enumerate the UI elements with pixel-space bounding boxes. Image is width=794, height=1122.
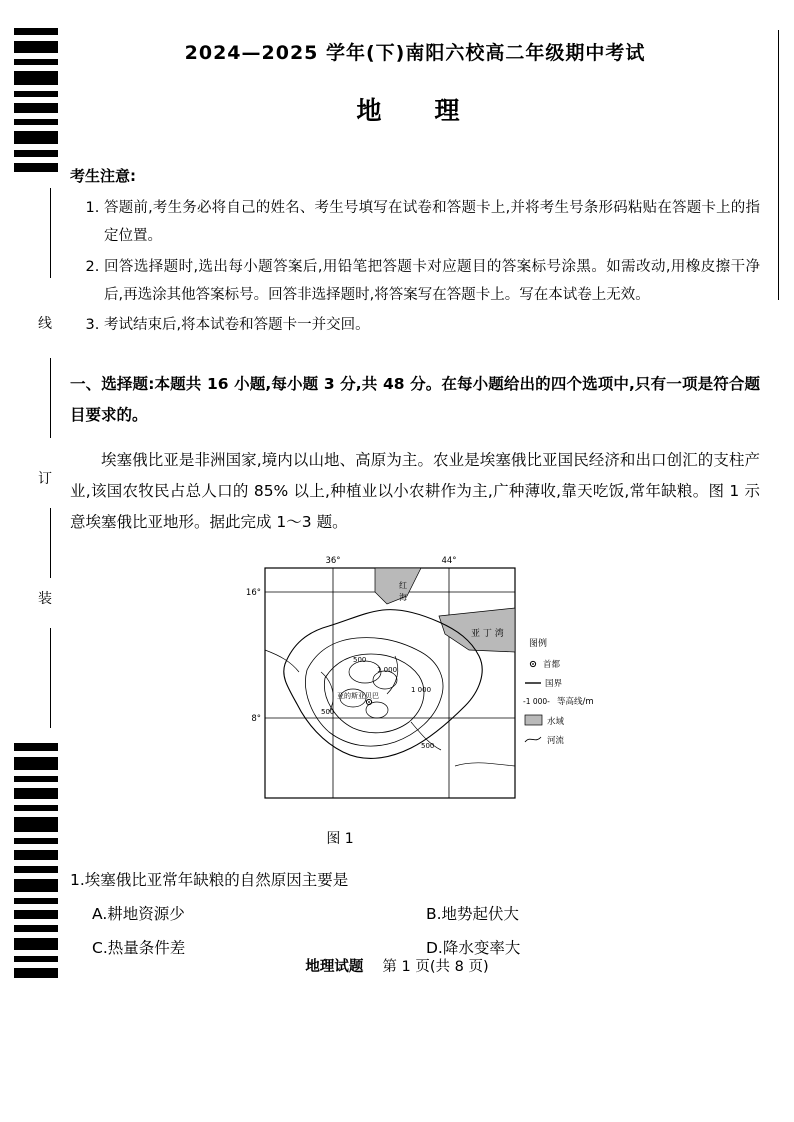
footer-label: 地理试题 <box>305 959 364 975</box>
contour-label-1000-b: 1 000 <box>411 686 432 695</box>
contour-label-500-b: 500 <box>321 708 335 717</box>
legend-label-border: 国界 <box>545 679 563 690</box>
label-gulf-of-aden: 亚 丁 湾 <box>471 629 504 640</box>
right-margin-rule <box>778 30 779 300</box>
side-label-ding: 订 <box>38 471 54 487</box>
binding-rule-mid2 <box>50 508 51 578</box>
contour-label-500-c: 500 <box>421 742 435 751</box>
side-label-xian: 线 <box>38 316 54 332</box>
lon-label-44: 44° <box>441 556 457 567</box>
legend-water-icon <box>525 715 542 725</box>
notice-list <box>70 194 760 339</box>
question-1-options <box>70 902 760 958</box>
subject-title: 地 理 <box>356 96 474 125</box>
page-footer <box>0 955 794 976</box>
legend-river-icon <box>525 737 541 742</box>
binding-rule-mid1 <box>50 358 51 438</box>
contour-label-500-a: 500 <box>353 656 367 665</box>
notice-heading: 考生注意: <box>70 167 136 185</box>
option-c[interactable]: C.热量条件差 <box>92 938 186 957</box>
binding-rule-lower <box>50 628 51 728</box>
section-heading: 一、选择题:本题共 16 小题,每小题 3 分,共 48 分。在每小题给出的四个选项中,只有一项是符合题目要求的。 <box>70 375 760 425</box>
option-a[interactable]: A.耕地资源少 <box>92 904 185 923</box>
side-label-zhuang: 装 <box>38 591 54 607</box>
option-d[interactable]: D.降水变率大 <box>426 938 521 957</box>
legend-contour-icon: -1 000- <box>523 697 550 707</box>
legend-label-water: 水域 <box>547 717 565 728</box>
figure-caption: 图 1 <box>326 831 354 848</box>
ethiopia-map-svg <box>225 552 605 822</box>
notice-item: 3. 考试结束后,将本试卷和答题卡一并交回。 <box>104 311 760 339</box>
question-1-number: 1. <box>70 871 85 890</box>
option-b[interactable]: B.地势起伏大 <box>426 904 520 923</box>
binding-strip <box>14 28 58 1028</box>
page-title: 2024—2025 学年(下)南阳六校高二年级期中考试 <box>184 42 646 64</box>
binding-rule-upper <box>50 188 51 278</box>
exam-page <box>70 30 760 958</box>
question-1 <box>70 866 760 895</box>
capital-dot <box>368 701 370 703</box>
passage-text: 埃塞俄比亚是非洲国家,境内以山地、高原为主。农业是埃塞俄比亚国民经济和出口创汇的支柱产业,该国农牧民占总人口的 85% 以上,种植业以小农耕作为主,广种薄收,靠天吃饭,常年缺粮。图 1 示意埃塞俄比亚地形。据此完成 1～3 题。 <box>70 451 760 532</box>
lat-label-16: 16° <box>245 588 261 599</box>
legend-label-contour: 等高线/m <box>557 697 594 708</box>
lon-label-36: 36° <box>325 556 341 567</box>
legend-title: 图例 <box>529 639 548 650</box>
barcode-bottom <box>14 743 58 984</box>
legend-capital-dot-icon <box>532 663 534 665</box>
legend-label-capital: 首都 <box>543 660 561 671</box>
label-hong: 红 <box>399 581 407 591</box>
label-hai: 海 <box>399 593 407 603</box>
figure-1 <box>70 552 760 848</box>
barcode-top <box>14 28 58 178</box>
footer-page-number: 第 1 页(共 8 页) <box>382 959 489 975</box>
label-addis-ababa: 亚的斯亚贝巴 <box>337 692 379 701</box>
notice-item: 2. 回答选择题时,选出每小题答案后,用铅笔把答题卡对应题目的答案标号涂黑。如需改动,用橡皮擦干净后,再选涂其他答案标号。回答非选择题时,将答案写在答题卡上。写在本试卷上无效。 <box>104 253 760 310</box>
notice-item: 1. 答题前,考生务必将自己的姓名、考生号填写在试卷和答题卡上,并将考生号条形码粘贴在答题卡上的指定位置。 <box>104 194 760 251</box>
legend-label-river: 河流 <box>547 736 565 747</box>
lat-label-8: 8° <box>251 714 261 725</box>
question-1-stem: 埃塞俄比亚常年缺粮的自然原因主要是 <box>84 871 349 890</box>
contour-label-1000-a: 1 000 <box>377 666 398 675</box>
